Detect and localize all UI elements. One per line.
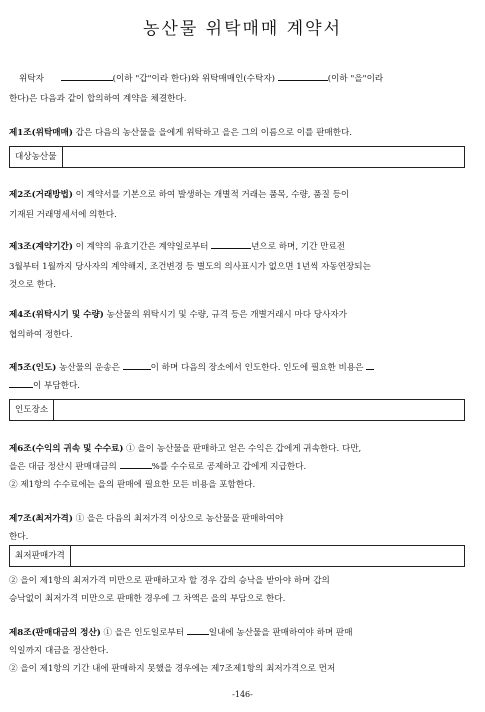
article-8-line-3: ② 을이 제1항의 기간 내에 판매하지 못했을 경우에는 제7조제1항의 최저가격으로 먼저: [9, 664, 336, 674]
document-title: 농산물 위탁매매 계약서: [142, 19, 343, 39]
article-1: [9, 124, 479, 142]
article-7-line-4: 승낙없이 최저가격 미만으로 판매한 경우에 그 차액은 을의 부담으로 한다.: [9, 594, 286, 604]
article-1-text: 갑은 다음의 농산물을 을에게 위탁하고 을은 그의 이름으로 이를 판매한다.: [72, 128, 353, 138]
article-5-text-b: 이 하며 다음의 장소에서 인도한다. 인도에 필요한 비용은: [150, 363, 364, 373]
article-2-line-1: [9, 186, 479, 204]
minimum-price-box: [9, 545, 465, 567]
article-3-text-b: 년으로 하며, 기간 만료전: [251, 242, 346, 252]
article-2-heading: 제2조(거래방법): [9, 190, 73, 200]
trustee-blank: [278, 71, 328, 81]
article-1-heading: 제1조(위탁매매): [9, 128, 73, 138]
article-6-text-c: %를 수수료로 공제하고 갑에게 지급한다.: [151, 462, 307, 472]
article-7-line-3: ② 을이 제1항의 최저가격 미만으로 판매하고자 할 경우 갑의 승낙을 받아야 하며 갑의: [9, 576, 330, 586]
article-8-text-a: ① 을은 인도일로부터: [100, 628, 185, 638]
contract-years-blank: [211, 239, 251, 249]
minimum-price-field[interactable]: [71, 546, 464, 566]
minimum-price-label: 최저판매가격: [10, 546, 71, 566]
article-3-line-3: 것으로 한다.: [9, 280, 56, 290]
article-6-text-b: 을은 대금 정산시 판매대금의: [9, 462, 117, 472]
intro-text-a: (이하 "갑"이라 한다)와 위탁매매인(수탁자): [112, 74, 275, 84]
sale-days-blank: [187, 625, 209, 635]
cost-party-blank-a: [366, 360, 374, 370]
article-3-heading: 제3조(계약기간): [9, 242, 73, 252]
article-7-line-1: [9, 510, 479, 528]
article-8-text-b: 일내에 농산물을 판매하여야 하며 판매: [208, 628, 353, 638]
article-6-line-1: [9, 440, 479, 458]
intro-text-b: (이하 "을"이라: [327, 74, 384, 84]
article-6-line-3: ② 제1항의 수수료에는 을의 판매에 필요한 모든 비용을 포함한다.: [9, 480, 256, 490]
article-3-line-2: 3월부터 1월까지 당사자의 계약해지, 조건변경 등 별도의 의사표시가 없으면 1년씩 자동연장되는: [9, 262, 371, 272]
article-2-text: 이 계약서를 기본으로 하여 발생하는 개별적 거래는 품목, 수량, 품질 등이: [72, 190, 350, 200]
entruster-blank: [61, 71, 113, 81]
intro-line-2: 한다)은 다음과 같이 합의하여 계약을 체결한다.: [9, 94, 187, 104]
delivery-place-field[interactable]: [54, 400, 464, 420]
intro-entruster-label: 위탁자: [19, 74, 44, 84]
article-4-line-1: [9, 306, 479, 324]
commission-rate-blank: [120, 459, 152, 469]
transport-party-blank: [123, 360, 151, 370]
target-produce-label: 대상농산물: [10, 147, 63, 167]
article-4-text: 농산물의 위탁시기 및 수량, 규격 등은 개별거래시 마다 당사자가: [103, 310, 347, 320]
article-6-line-2: [9, 458, 479, 476]
delivery-place-label: 인도장소: [10, 400, 54, 420]
article-5-text-c: 이 부담한다.: [33, 381, 80, 391]
article-5-heading: 제5조(인도): [9, 363, 57, 373]
article-7-heading: 제7조(최저가격): [9, 514, 73, 524]
article-5-line-2: [9, 377, 479, 395]
article-5-line-1: [9, 359, 479, 377]
article-8-line-2: 익일까지 대금을 정산한다.: [9, 646, 109, 656]
article-8-line-1: [9, 624, 479, 642]
article-8-heading: 제8조(판매대금의 정산): [9, 628, 101, 638]
cost-party-blank-b: [9, 378, 33, 388]
article-3-text-a: 이 계약의 유효기간은 계약일로부터: [72, 242, 209, 252]
intro-line-1: [9, 70, 485, 88]
article-6-text-a: ① 을이 농산물을 판매하고 얻은 수익은 갑에게 귀속한다. 다만,: [123, 444, 362, 454]
target-produce-box: [9, 146, 465, 168]
article-7-text-a: ① 을은 다음의 최저가격 이상으로 농산물을 판매하여야: [72, 514, 284, 524]
article-3-line-1: [9, 238, 479, 256]
page-number: -146-: [232, 690, 253, 699]
target-produce-field[interactable]: [63, 147, 464, 167]
article-6-heading: 제6조(수익의 귀속 및 수수료): [9, 444, 124, 454]
article-2-line-2: 기재된 거래명세서에 의한다.: [9, 210, 117, 220]
article-4-heading: 제4조(위탁시기 및 수량): [9, 310, 104, 320]
delivery-place-box: [9, 399, 465, 421]
article-4-line-2: 협의하여 정한다.: [9, 330, 73, 340]
article-5-text-a: 농산물의 운송은: [56, 363, 120, 373]
article-7-line-2: 한다.: [9, 532, 29, 542]
